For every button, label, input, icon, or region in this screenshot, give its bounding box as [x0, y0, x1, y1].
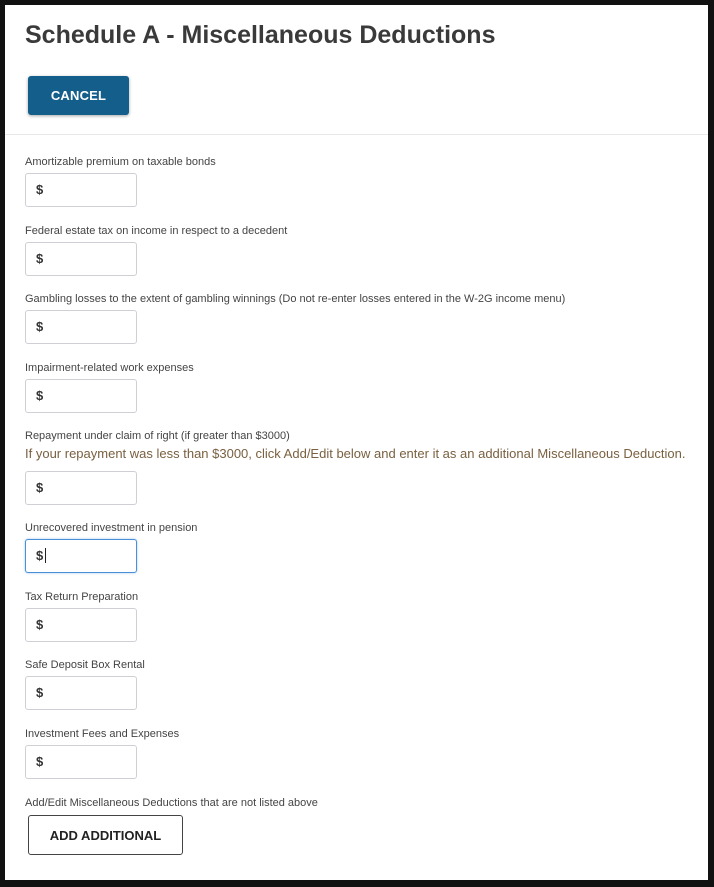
field-label: Safe Deposit Box Rental: [25, 659, 145, 671]
currency-symbol: $: [36, 685, 44, 700]
repayment-claim-input[interactable]: [25, 471, 137, 505]
field-amortizable-premium: [25, 155, 685, 207]
investment-fees-input[interactable]: [25, 745, 137, 779]
currency-symbol: $: [36, 319, 44, 334]
currency-symbol: $: [36, 182, 44, 197]
field-label: Impairment-related work expenses: [25, 362, 194, 374]
text-cursor: [45, 548, 46, 563]
field-label: Gambling losses to the extent of gambling winnings (Do not re-enter losses entered in the W-2G income menu): [25, 293, 566, 305]
field-note: If your repayment was less than $3000, click Add/Edit below and enter it as an additional Miscellaneous Deduction.: [25, 446, 686, 461]
tax-return-preparation-input[interactable]: [25, 608, 137, 642]
field-label: Investment Fees and Expenses: [25, 728, 180, 740]
additional-deductions-section: [25, 796, 685, 810]
additional-label: Add/Edit Miscellaneous Deductions that are not listed above: [25, 797, 318, 809]
field-tax-return-preparation: [25, 590, 685, 642]
impairment-expenses-input[interactable]: [25, 379, 137, 413]
safe-deposit-box-input[interactable]: [25, 676, 137, 710]
field-label: Amortizable premium on taxable bonds: [25, 156, 216, 168]
field-gambling-losses: [25, 292, 685, 344]
currency-symbol: $: [36, 617, 44, 632]
field-safe-deposit-box: [25, 658, 685, 710]
header-divider: [5, 134, 708, 135]
currency-symbol: $: [36, 251, 44, 266]
field-label: Federal estate tax on income in respect to a decedent: [25, 225, 288, 237]
field-unrecovered-pension: [25, 521, 685, 573]
gambling-losses-input[interactable]: [25, 310, 137, 344]
field-impairment-expenses: [25, 361, 685, 413]
currency-symbol: $: [36, 388, 44, 403]
currency-symbol: $: [36, 480, 44, 495]
federal-estate-tax-input[interactable]: [25, 242, 137, 276]
page-title: Schedule A - Miscellaneous Deductions: [25, 21, 496, 49]
field-label: Repayment under claim of right (if greater than $3000): [25, 430, 290, 442]
add-additional-button[interactable]: ADD ADDITIONAL: [28, 815, 183, 855]
field-investment-fees: [25, 727, 685, 779]
field-label: Tax Return Preparation: [25, 591, 139, 603]
field-federal-estate-tax: [25, 224, 685, 276]
amortizable-premium-input[interactable]: [25, 173, 137, 207]
currency-symbol: $: [36, 754, 44, 769]
cancel-button[interactable]: CANCEL: [28, 76, 129, 115]
field-repayment-claim-of-right: [25, 429, 685, 505]
unrecovered-pension-input[interactable]: [25, 539, 137, 573]
field-label: Unrecovered investment in pension: [25, 522, 198, 534]
currency-symbol: $: [36, 548, 44, 563]
